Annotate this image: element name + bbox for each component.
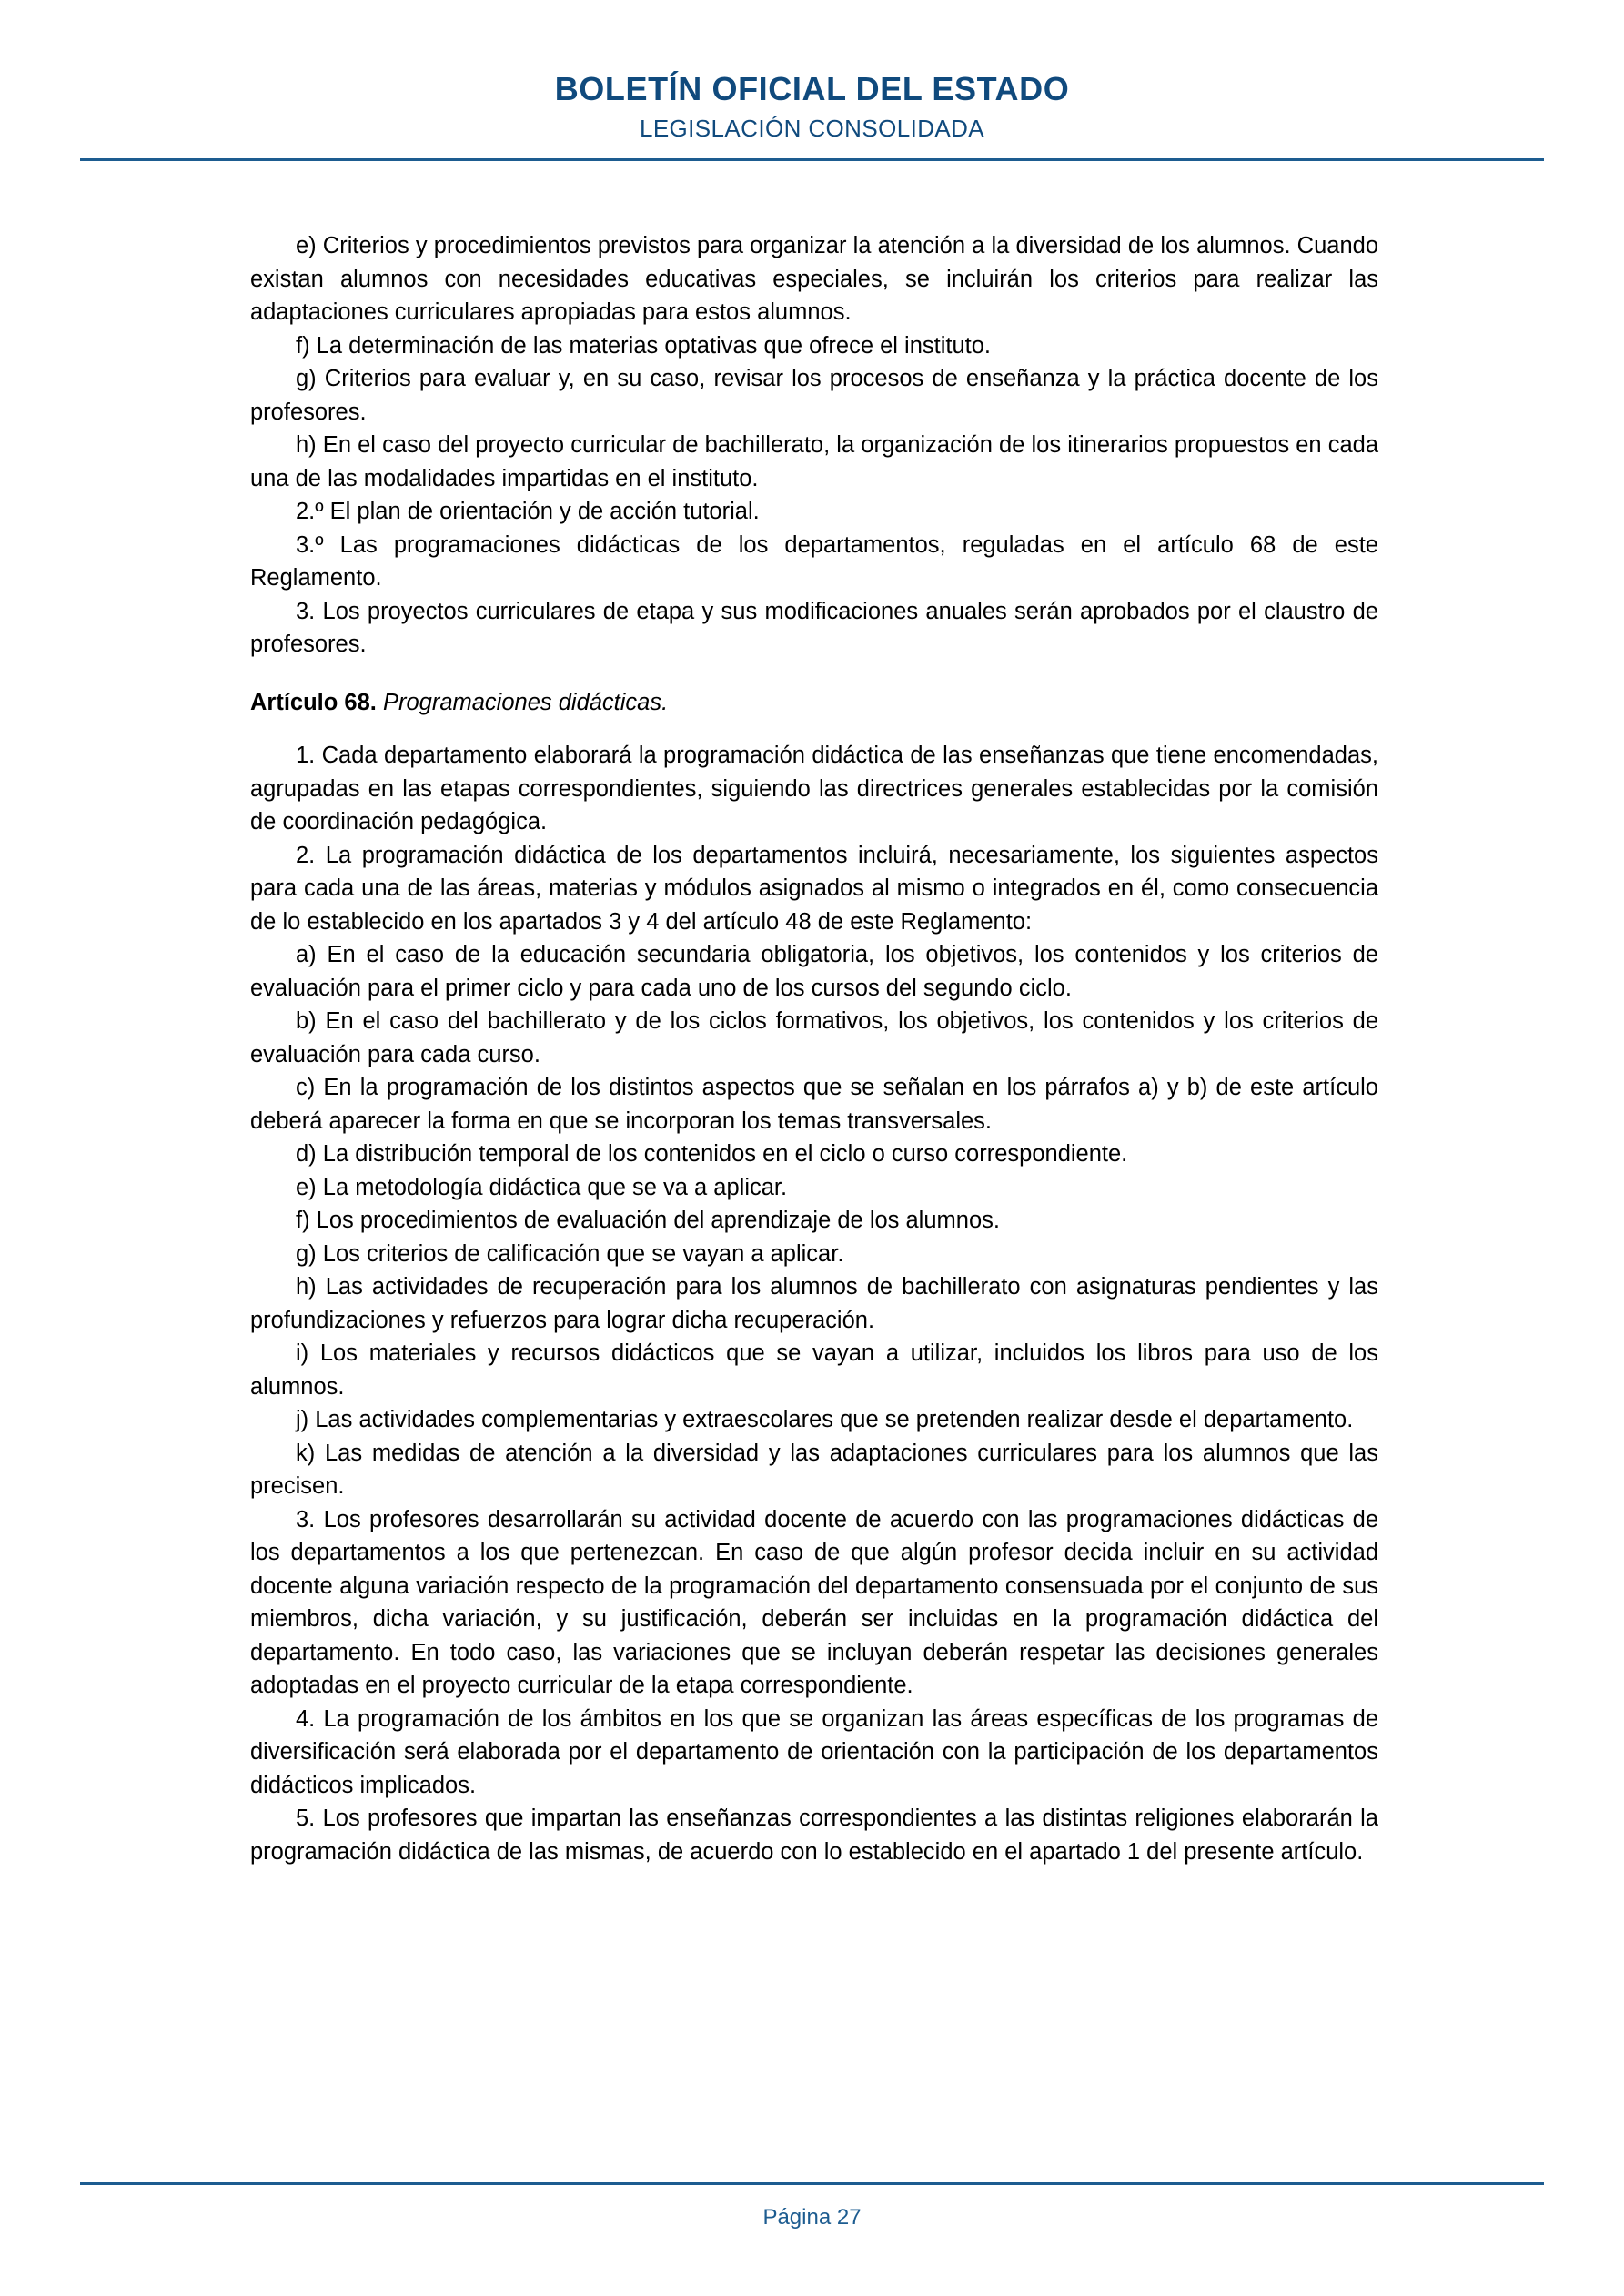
article-item-g: g) Los criterios de calificación que se vayan a aplicar.: [296, 1240, 844, 1267]
article-item-j: j) Las actividades complementarias y extraescolares que se pretenden realizar desde el departamento.: [296, 1407, 1354, 1432]
paragraph-e: e) Criterios y procedimientos previstos para organizar la atención a la diversidad de los alumnos. Cuando existan alumnos con necesidades educativas especiales, se incluirán los criterios para realizar las adaptaciones curriculares apropiadas para estos alumnos.: [250, 233, 1378, 325]
paragraph-g: g) Criterios para evaluar y, en su caso, revisar los procesos de enseñanza y la práctica docente de los profesores.: [250, 366, 1378, 425]
footer-divider: [80, 2182, 1544, 2185]
document-header: [0, 0, 1624, 143]
document-body: [250, 229, 1378, 1868]
article-item-a: a) En el caso de la educación secundaria obligatoria, los objetivos, los contenidos y los criterios de evaluación para el primer ciclo y para cada uno de los cursos del segundo ciclo.: [250, 942, 1378, 1001]
header-divider: [80, 158, 1544, 161]
article-item-d: d) La distribución temporal de los contenidos en el ciclo o curso correspondiente.: [296, 1141, 1128, 1167]
article-title: Programaciones didácticas.: [382, 689, 669, 715]
paragraph-f: f) La determinación de las materias optativas que ofrece el instituto.: [296, 332, 991, 359]
paragraph-h: h) En el caso del proyecto curricular de bachillerato, la organización de los itinerarios propuestos en cada una de las modalidades impartidas en el instituto.: [250, 432, 1378, 491]
article-heading: [250, 686, 1378, 720]
article-item-e: e) La metodología didáctica que se va a aplicar.: [296, 1174, 788, 1200]
page-title: BOLETÍN OFICIAL DEL ESTADO: [554, 70, 1070, 107]
page-number: Página 27: [762, 2205, 862, 2230]
article-item-c: c) En la programación de los distintos aspectos que se señalan en los párrafos a) y b) de este artículo deberá aparecer la forma en que se incorporan los temas transversales.: [250, 1075, 1378, 1134]
paragraph-3o: 3.º Las programaciones didácticas de los departamentos, reguladas en el artículo 68 de este Reglamento.: [250, 531, 1378, 591]
article-item-b: b) En el caso del bachillerato y de los ciclos formativos, los objetivos, los contenidos y los criterios de evaluación para cada curso.: [250, 1008, 1378, 1067]
article-paragraph-1: 1. Cada departamento elaborará la programación didáctica de las enseñanzas que tiene encomendadas, agrupadas en las etapas correspondientes, siguiendo las directrices generales establecidas por la comisión de coordinación pedagógica.: [250, 743, 1378, 834]
paragraph-2o: 2.º El plan de orientación y de acción tutorial.: [296, 499, 760, 524]
paragraph-3: 3. Los proyectos curriculares de etapa y sus modificaciones anuales serán aprobados por el claustro de profesores.: [250, 598, 1378, 657]
article-paragraph-2: 2. La programación didáctica de los departamentos incluirá, necesariamente, los siguientes aspectos para cada una de las áreas, materias y módulos asignados al mismo o integrados en él, como consecuencia de lo establecido en los apartados 3 y 4 del artículo 48 de este Reglamento:: [250, 842, 1378, 935]
article-item-k: k) Las medidas de atención a la diversidad y las adaptaciones curriculares para los alumnos que las precisen.: [250, 1440, 1378, 1499]
page-subtitle: LEGISLACIÓN CONSOLIDADA: [639, 115, 985, 143]
article-paragraph-4: 4. La programación de los ámbitos en los que se organizan las áreas específicas de los programas de diversificación será elaborada por el departamento de orientación con la participación de los departamentos didácticos implicados.: [250, 1705, 1378, 1798]
article-item-i: i) Los materiales y recursos didácticos que se vayan a utilizar, incluidos los libros para uso de los alumnos.: [250, 1340, 1378, 1400]
article-item-h: h) Las actividades de recuperación para los alumnos de bachillerato con asignaturas pendientes y las profundizaciones y refuerzos para lograr dicha recuperación.: [250, 1274, 1378, 1333]
article-paragraph-5: 5. Los profesores que impartan las enseñanzas correspondientes a las distintas religiones elaborarán la programación didáctica de las mismas, de acuerdo con lo establecido en el apartado 1 del presente artículo.: [250, 1805, 1378, 1865]
article-paragraph-3: 3. Los profesores desarrollarán su actividad docente de acuerdo con las programaciones didácticas de los departamentos a los que pertenezcan. En caso de que algún profesor decida incluir en su actividad docente alguna variación respecto de la programación del departamento consensuada por el conjunto de sus miembros, dicha variación, y su justificación, deberán ser incluidas en la programación didáctica del departamento. En todo caso, las variaciones que se incluyan deberán respetar las decisiones generales adoptadas en el proyecto curricular de la etapa correspondiente.: [250, 1506, 1378, 1698]
article-item-f: f) Los procedimientos de evaluación del aprendizaje de los alumnos.: [296, 1208, 1000, 1233]
article-number: Artículo 68.: [250, 689, 377, 715]
